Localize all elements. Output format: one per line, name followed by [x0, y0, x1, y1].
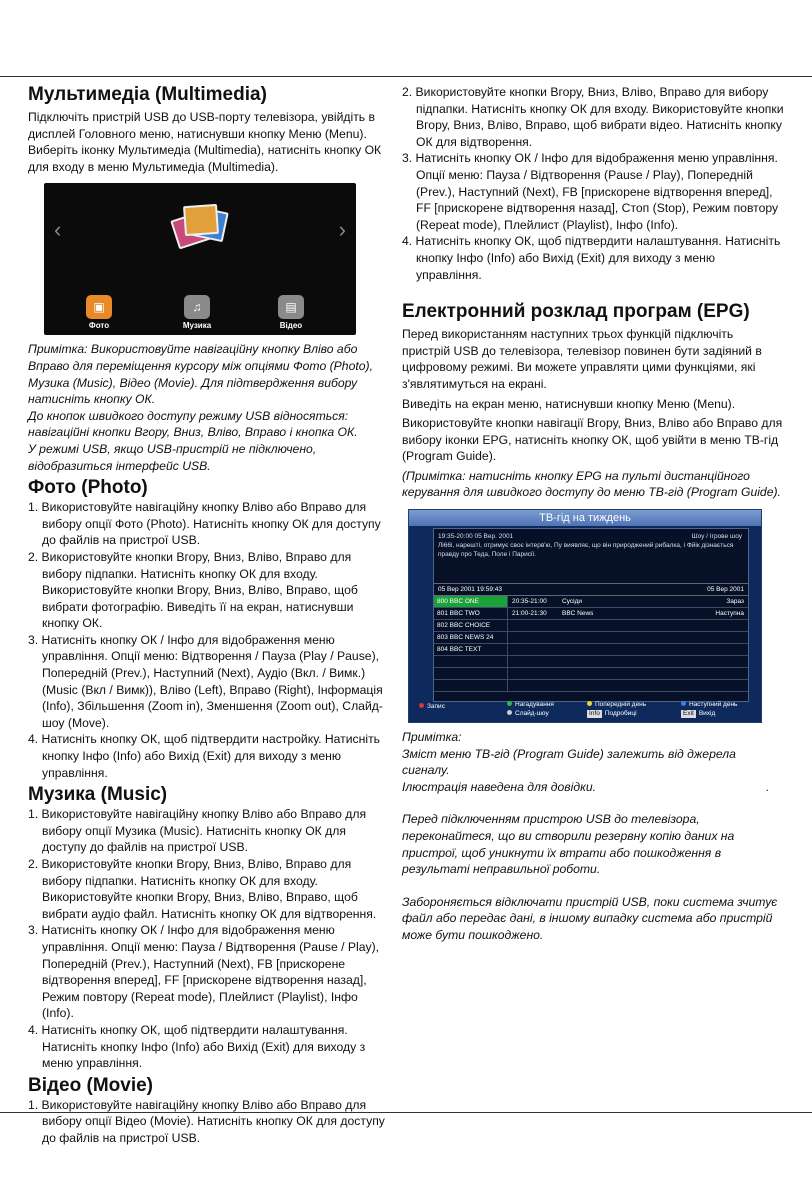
epg-channel-name: 802 BBC CHOICE [434, 620, 508, 631]
movie-step-3: 3. Натисніть кнопку ОК / Інфо для відображення меню управління. Опції меню: Пауза / Відтворення (Pause / Play), Попередній (Prev.), Наступний (Next), FB [прискорене відтворення вперед], FF [прискорене відтворення назад], Стоп (Stop), Режим повтору (Repeat mode), Плейлист (Playlist), Інфо (Info). [402, 151, 779, 232]
note-content-source: Зміст меню ТВ-гід (Program Guide) залежить від джерела сигналу. [402, 746, 736, 778]
epg-program-state: Наступна [715, 610, 744, 618]
film-icon: ▤ [278, 295, 304, 319]
multimedia-note-3: У режимі USB, якщо USB-пристрій не підключено, відобразиться інтерфейс USB. [28, 441, 317, 473]
epg-title: ТВ-гід на тиждень [409, 510, 761, 526]
epg-date-bar [434, 583, 748, 596]
photo-step-2: 2. Використовуйте кнопки Вгору, Вниз, Вліво, Вправо для вибору підпапки. Натисніть кнопку ОК для входу. Використовуйте кнопки Вгору, Вниз, Вліво, Вправо, щоб вибрати фотографію. Виведіть її на екран, натиснувши кнопку ОК. [28, 549, 358, 631]
epg-info-description: Лі66і, нарешті, отримує своє інтерв'ю, Пу виявляє, що він природжений рибалка, і Фйік дізнається правду про Теда, Поле і Парисії. [438, 542, 734, 559]
epg-channel-row [434, 644, 748, 656]
legend-details: Info Подробиці [589, 710, 637, 718]
epg-program-name: BBC News [562, 610, 594, 618]
epg-legend [409, 700, 761, 720]
epg-program-state: Зараз [726, 598, 744, 606]
warning-backup: Перед підключенням пристрою USB до телевізора, переконайтеся, що ви створили резервну копію даних на пристрої, щоб уникнути їх втрати або пошкодження в результаті неправильної роботи. [402, 812, 735, 877]
multimedia-note-1: Примітка: Використовуйте навігаційну кнопку Вліво або Вправо для переміщення курсору між опціями Фото (Photo), Музика (Music), Відео (Movie). Для підтвердження вибору натисніть кнопку ОК. [28, 342, 373, 407]
photo-step-4: 4. Натисніть кнопку ОК, щоб підтвердити настройку. Натисніть кнопку Інфо (Info) або Вихід (Exit) для виходу з меню управління. [28, 732, 381, 780]
photo-step-1: 1. Використовуйте навігаційну кнопку Вліво або Вправо для вибору опції Фото (Photo). Натисніть кнопку ОК для доступу до файлів на пристрої USB. [28, 500, 381, 548]
legend-slideshow: Слайд-шоу [507, 709, 549, 718]
multimedia-screen-illustration [44, 183, 356, 335]
epg-paragraph-1: Перед використанням наступних трьох функцій підключіть пристрій USB до телевізора, телевізор повинен бути задіяний в цифровому режимі. Ви можете управляти цими функціями, які з'являтимуться на екрані. [402, 327, 762, 391]
epg-empty-row [434, 680, 748, 692]
legend-next-day: Наступний день [681, 700, 737, 709]
epg-note: (Примітка: натисніть кнопку EPG на пульті дистанційного керування для швидкого доступу до меню ТВ-гід (Program Guide). [402, 468, 781, 500]
epg-date-left: 05 Вер 2001 19:59:43 [438, 586, 502, 594]
multimedia-intro: Підключіть пристрій USB до USB-порту телевізора, увійдіть в дисплей Головного меню, натиснувши кнопку Меню (Menu). Виберіть іконку Мультимедіа (Multimedia), натисніть кнопку ОК для входу в меню Мультимедіа (Multimedia). [28, 110, 382, 174]
epg-panel [433, 528, 749, 702]
epg-channel-row [434, 596, 748, 608]
music-step-4: 4. Натисніть кнопку ОК, щоб підтвердити налаштування. Натисніть кнопку Інфо (Info) або Вихід (Exit) для виходу з меню управління. [28, 1022, 366, 1071]
epg-channel-grid [434, 583, 748, 692]
chevron-left-icon: ‹ [54, 217, 62, 243]
epg-empty-row [434, 656, 748, 668]
right-column [402, 84, 784, 944]
epg-channel-name: 803 BBC NEWS 24 [434, 632, 508, 643]
info-key-icon: Info [589, 710, 600, 718]
epg-empty-row [434, 668, 748, 680]
heading-video: Відео (Movie) [28, 1074, 154, 1096]
movie-step-4: 4. Натисніть кнопку ОК, щоб підтвердити налаштування. Натисніть кнопку Інфо (Info) або Вихід (Exit) для виходу з меню управління. [402, 234, 781, 282]
note-illustration: Ілюстрація наведена для довідки. . [402, 779, 770, 794]
yellow-dot-icon [587, 701, 592, 706]
legend-reminder: Нагадування [507, 700, 554, 709]
image-icon: ▣ [86, 295, 112, 319]
warning-disconnect: Забороняється відключати пристрій USB, поки система зчитує файл або передає дані, в іншому випадку система або пристрій може бути пошкоджено. [402, 894, 778, 942]
epg-channel-name: 800 BBC ONE [434, 596, 508, 607]
movie-step-2: 2. Використовуйте кнопки Вгору, Вниз, Вліво, Вправо для вибору підпапки. Натисніть кнопку ОК для входу. Використовуйте кнопки Вгору, Вниз, Вліво, Вправо, щоб вибрати відео. Натисніть кнопку ОК для відтворення. [402, 85, 784, 149]
video-step-1: 1. Використовуйте навігаційну кнопку Вліво або Вправо для вибору опції Відео (Movie). Натисніть кнопку ОК для доступу до файлів на пристрої USB. [28, 1097, 385, 1145]
epg-info-time: 19:35-20:00 05 Вер. 2001 [438, 533, 514, 541]
epg-program-info [438, 532, 742, 559]
epg-channel-name: 801 BBC TWO [434, 608, 508, 619]
legend-record: Запис [419, 702, 445, 711]
music-step-2: 2. Використовуйте кнопки Вгору, Вниз, Вліво, Вправо для вибору підпапки. Натисніть кнопку ОК для входу. Використовуйте кнопки Вгору, Вниз, Вліво, Вправо, щоб вибрати аудіо файл. Натисніть кнопку ОК для відтворення. [28, 857, 377, 921]
epg-channel-row [434, 608, 748, 620]
note-title: Примітка: [402, 730, 462, 745]
legend-exit: Exit Вихід [683, 710, 716, 718]
music-step-3: 3. Натисніть кнопку ОК / Інфо для відображення меню управління. Опції меню: Пауза / Відтворення (Pause / Play), Попередній (Prev.), Наступний (Next), FB [прискорене відтворення вперед], FF [прискорене відтворення назад], Режим повтору (Repeat mode), Плейлист (Playlist), Інфо (Info). [28, 923, 380, 1021]
epg-date-right: 05 Вер 2001 [707, 586, 744, 594]
photo-stack-icon [170, 201, 230, 251]
epg-channel-name: 804 BBC TEXT [434, 644, 508, 655]
blue-dot-icon [681, 701, 686, 706]
photo-step-3: 3. Натисніть кнопку ОК / Інфо для відображення меню управління. Опції меню: Відтворення / Пауза (Play / Pause), Попередній (Prev.), Наступний (Next), Аудіо (Вкл. / Вимк.) (Music (Вкл / Вимк)), Вліво (Left), Вправо (Right), Інформація (Info), Збільшення (Zoom in), Зменшення (Zoom out), Слайд-шоу (Move). [28, 632, 383, 730]
red-dot-icon [419, 703, 424, 708]
music-option [172, 295, 222, 331]
exit-key-icon: Exit [683, 710, 694, 718]
music-step-1: 1. Використовуйте навігаційну кнопку Вліво або Вправо для вибору опції Музика (Music). Натисніть кнопку ОК для доступу до файлів на пристрої USB. [28, 807, 367, 855]
music-note-icon: ♫ [184, 295, 210, 319]
epg-program-name: Сусіди [562, 598, 582, 606]
header-rule [0, 76, 812, 77]
legend-prev-day: Попередній день [587, 700, 646, 709]
epg-program-time: 21:00-21:30 [512, 610, 547, 618]
epg-channel-row [434, 620, 748, 632]
epg-paragraph-2: Виведіть на екран меню, натиснувши кнопку Меню (Menu). [402, 396, 736, 411]
heading-music: Музика (Music) [28, 784, 168, 806]
music-option-label: Музика [182, 321, 212, 331]
video-option-label: Відео [279, 321, 303, 331]
epg-program-time: 20:35-21:00 [512, 598, 547, 606]
heading-photo: Фото (Photo) [28, 477, 148, 499]
slideshow-icon [507, 710, 512, 715]
footer-rule [0, 1112, 812, 1113]
green-dot-icon [507, 701, 512, 706]
epg-channel-row [434, 632, 748, 644]
left-column [28, 84, 390, 1147]
heading-epg: Електронний розклад програм (EPG) [402, 301, 750, 323]
heading-multimedia: Мультимедіа (Multimedia) [28, 84, 267, 105]
epg-screen-illustration [408, 509, 762, 723]
photo-option [74, 295, 124, 331]
photo-option-label: Фото [88, 321, 110, 331]
multimedia-note-2: До кнопок швидкого доступу режиму USB відносяться: навігаційні кнопки Вгору, Вниз, Вліво, Вправо і кнопка ОК. [28, 408, 358, 440]
epg-info-genre: Шоу / Ігрове шоу [691, 533, 742, 541]
video-option [266, 295, 316, 331]
chevron-right-icon: › [338, 217, 346, 243]
epg-paragraph-3: Використовуйте кнопки навігації Вгору, Вниз, Вліво або Вправо для вибору іконки EPG, натисніть кнопку ОК, щоб увійти в меню ТВ-гід (Program Guide). [402, 416, 783, 464]
